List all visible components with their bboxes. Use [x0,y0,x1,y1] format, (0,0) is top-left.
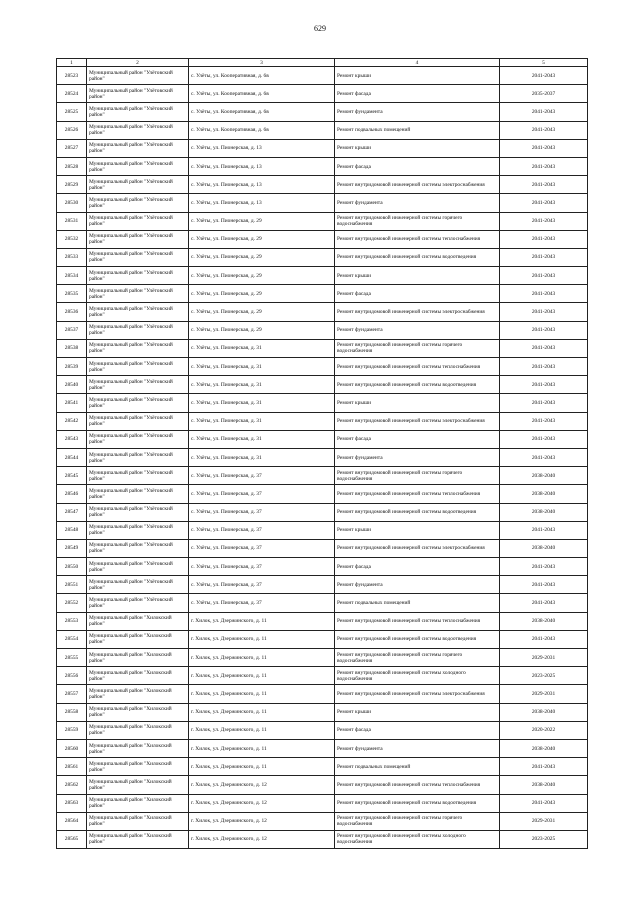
work-type-cell: Ремонт внутридомовой инженерной системы теплоснабжения [335,358,500,376]
address-cell: г. Хилок, ул. Дзержинского, д. 11 [189,739,335,757]
period-cell: 2041-2043 [500,448,588,466]
period-cell: 2041-2043 [500,394,588,412]
municipality-cell: Муниципальный район "Улётовский район" [87,430,189,448]
table-row [57,758,588,776]
period-cell: 2041-2043 [500,376,588,394]
period-cell: 2041-2043 [500,103,588,121]
work-type-cell: Ремонт внутридомовой инженерной системы холодного водоснабжения [335,667,500,685]
municipality-cell: Муниципальный район "Улётовский район" [87,594,189,612]
work-type-cell: Ремонт крыши [335,703,500,721]
period-cell: 2041-2043 [500,794,588,812]
municipality-cell: Муниципальный район "Хилокский район" [87,667,189,685]
work-type-cell: Ремонт внутридомовой инженерной системы электроснабжения [335,539,500,557]
table-row [57,830,588,848]
table-row [57,230,588,248]
municipality-cell: Муниципальный район "Улётовский район" [87,576,189,594]
work-type-cell: Ремонт внутридомовой инженерной системы горячего водоснабжения [335,649,500,667]
work-type-cell: Ремонт фундамента [335,321,500,339]
table-row [57,467,588,485]
table-row [57,430,588,448]
table-row [57,794,588,812]
period-cell: 2029-2031 [500,649,588,667]
period-cell: 2038-2040 [500,485,588,503]
table-row [57,212,588,230]
municipality-cell: Муниципальный район "Улётовский район" [87,558,189,576]
table-row [57,485,588,503]
address-cell: с. Улёты, ул. Пионерская, д. 29 [189,303,335,321]
row-number-cell: 28557 [57,685,87,703]
work-type-cell: Ремонт внутридомовой инженерной системы горячего водоснабжения [335,467,500,485]
row-number-cell: 28561 [57,758,87,776]
address-cell: с. Улёты, ул. Пионерская, д. 13 [189,157,335,175]
row-number-cell: 28552 [57,594,87,612]
work-type-cell: Ремонт внутридомовой инженерной системы электроснабжения [335,176,500,194]
row-number-cell: 28546 [57,485,87,503]
row-number-cell: 28555 [57,649,87,667]
row-number-cell: 28556 [57,667,87,685]
period-cell: 2038-2040 [500,503,588,521]
municipality-cell: Муниципальный район "Улётовский район" [87,412,189,430]
municipality-cell: Муниципальный район "Улётовский район" [87,448,189,466]
municipality-cell: Муниципальный район "Улётовский район" [87,394,189,412]
table-row [57,703,588,721]
table-row [57,667,588,685]
municipality-cell: Муниципальный район "Улётовский район" [87,467,189,485]
column-header: 1 [57,59,87,67]
period-cell: 2038-2040 [500,739,588,757]
period-cell: 2041-2043 [500,139,588,157]
table-row [57,503,588,521]
period-cell: 2041-2043 [500,412,588,430]
municipality-cell: Муниципальный район "Хилокский район" [87,776,189,794]
work-type-cell: Ремонт фундамента [335,103,500,121]
table-row [57,539,588,557]
page-number: 629 [314,24,326,33]
period-cell: 2041-2043 [500,594,588,612]
row-number-cell: 28563 [57,794,87,812]
row-number-cell: 28551 [57,576,87,594]
address-cell: с. Улёты, ул. Пионерская, д. 29 [189,285,335,303]
work-type-cell: Ремонт внутридомовой инженерной системы водоотведения [335,794,500,812]
table-row [57,630,588,648]
period-cell: 2041-2043 [500,758,588,776]
address-cell: г. Хилок, ул. Дзержинского, д. 12 [189,812,335,830]
work-type-cell: Ремонт фундамента [335,576,500,594]
municipality-cell: Муниципальный район "Хилокский район" [87,703,189,721]
municipality-cell: Муниципальный район "Улётовский район" [87,176,189,194]
address-cell: с. Улёты, ул. Кооперативная, д. 6в [189,85,335,103]
municipality-cell: Муниципальный район "Улётовский район" [87,157,189,175]
address-cell: с. Улёты, ул. Пионерская, д. 31 [189,448,335,466]
work-type-cell: Ремонт внутридомовой инженерной системы электроснабжения [335,303,500,321]
work-type-cell: Ремонт внутридомовой инженерной системы горячего водоснабжения [335,212,500,230]
column-header: 2 [87,59,189,67]
row-number-cell: 28541 [57,394,87,412]
municipality-cell: Муниципальный район "Улётовский район" [87,248,189,266]
column-header: 3 [189,59,335,67]
municipality-cell: Муниципальный район "Улётовский район" [87,503,189,521]
address-cell: г. Хилок, ул. Дзержинского, д. 11 [189,758,335,776]
row-number-cell: 28535 [57,285,87,303]
municipality-cell: Муниципальный район "Хилокский район" [87,758,189,776]
row-number-cell: 28560 [57,739,87,757]
address-cell: с. Улёты, ул. Кооперативная, д. 6в [189,67,335,85]
municipality-cell: Муниципальный район "Улётовский район" [87,358,189,376]
address-cell: с. Улёты, ул. Пионерская, д. 37 [189,467,335,485]
work-type-cell: Ремонт крыши [335,67,500,85]
municipality-cell: Муниципальный район "Улётовский район" [87,539,189,557]
municipality-cell: Муниципальный район "Хилокский район" [87,794,189,812]
work-type-cell: Ремонт фундамента [335,448,500,466]
address-cell: г. Хилок, ул. Дзержинского, д. 11 [189,721,335,739]
row-number-cell: 28533 [57,248,87,266]
row-number-cell: 28544 [57,448,87,466]
table-row [57,285,588,303]
period-cell: 2038-2040 [500,612,588,630]
work-type-cell: Ремонт внутридомовой инженерной системы электроснабжения [335,685,500,703]
row-number-cell: 28538 [57,339,87,357]
period-cell: 2023-2025 [500,830,588,848]
work-type-cell: Ремонт внутридомовой инженерной системы электроснабжения [335,412,500,430]
address-cell: г. Хилок, ул. Дзержинского, д. 11 [189,703,335,721]
row-number-cell: 28529 [57,176,87,194]
table-row [57,103,588,121]
address-cell: с. Улёты, ул. Пионерская, д. 37 [189,485,335,503]
work-type-cell: Ремонт внутридомовой инженерной системы водоотведения [335,376,500,394]
period-cell: 2041-2043 [500,321,588,339]
row-number-cell: 28540 [57,376,87,394]
period-cell: 2041-2043 [500,430,588,448]
work-type-cell: Ремонт фундамента [335,194,500,212]
row-number-cell: 28559 [57,721,87,739]
row-number-cell: 28534 [57,267,87,285]
table-body [57,67,588,849]
municipality-cell: Муниципальный район "Улётовский район" [87,230,189,248]
work-type-cell: Ремонт крыши [335,139,500,157]
address-cell: с. Улёты, ул. Пионерская, д. 13 [189,139,335,157]
address-cell: г. Хилок, ул. Дзержинского, д. 11 [189,612,335,630]
work-type-cell: Ремонт фасада [335,157,500,175]
period-cell: 2023-2025 [500,667,588,685]
address-cell: с. Улёты, ул. Пионерская, д. 37 [189,503,335,521]
municipality-cell: Муниципальный район "Улётовский район" [87,521,189,539]
row-number-cell: 28523 [57,67,87,85]
table-row [57,376,588,394]
table-row [57,649,588,667]
municipality-cell: Муниципальный район "Улётовский район" [87,212,189,230]
row-number-cell: 28537 [57,321,87,339]
row-number-cell: 28526 [57,121,87,139]
row-number-cell: 28528 [57,157,87,175]
table-row [57,612,588,630]
address-cell: с. Улёты, ул. Пионерская, д. 29 [189,212,335,230]
municipality-cell: Муниципальный район "Улётовский район" [87,267,189,285]
table-header-row [57,59,588,67]
address-cell: с. Улёты, ул. Кооперативная, д. 6в [189,103,335,121]
column-header: 4 [335,59,500,67]
period-cell: 2041-2043 [500,212,588,230]
address-cell: с. Улёты, ул. Пионерская, д. 37 [189,558,335,576]
municipality-cell: Муниципальный район "Хилокский район" [87,739,189,757]
row-number-cell: 28554 [57,630,87,648]
table-row [57,339,588,357]
table-row [57,67,588,85]
work-type-cell: Ремонт подвальных помещений [335,594,500,612]
row-number-cell: 28565 [57,830,87,848]
table-row [57,558,588,576]
row-number-cell: 28531 [57,212,87,230]
municipality-cell: Муниципальный район "Улётовский район" [87,339,189,357]
work-type-cell: Ремонт внутридомовой инженерной системы теплоснабжения [335,612,500,630]
table-row [57,267,588,285]
table-row [57,812,588,830]
address-cell: г. Хилок, ул. Дзержинского, д. 12 [189,830,335,848]
address-cell: с. Улёты, ул. Пионерская, д. 29 [189,267,335,285]
address-cell: с. Улёты, ул. Пионерская, д. 31 [189,376,335,394]
work-type-cell: Ремонт крыши [335,521,500,539]
table-row [57,176,588,194]
address-cell: с. Улёты, ул. Пионерская, д. 31 [189,412,335,430]
address-cell: с. Улёты, ул. Пионерская, д. 37 [189,539,335,557]
row-number-cell: 28539 [57,358,87,376]
period-cell: 2041-2043 [500,521,588,539]
period-cell: 2041-2043 [500,230,588,248]
municipality-cell: Муниципальный район "Хилокский район" [87,812,189,830]
row-number-cell: 28543 [57,430,87,448]
table-row [57,85,588,103]
work-type-cell: Ремонт фундамента [335,739,500,757]
table-row [57,739,588,757]
row-number-cell: 28527 [57,139,87,157]
work-type-cell: Ремонт подвальных помещений [335,121,500,139]
row-number-cell: 28536 [57,303,87,321]
table-row [57,248,588,266]
row-number-cell: 28562 [57,776,87,794]
row-number-cell: 28525 [57,103,87,121]
address-cell: г. Хилок, ул. Дзержинского, д. 11 [189,667,335,685]
row-number-cell: 28549 [57,539,87,557]
period-cell: 2035-2037 [500,85,588,103]
period-cell: 2041-2043 [500,558,588,576]
table-row [57,358,588,376]
work-type-cell: Ремонт внутридомовой инженерной системы холодного водоснабжения [335,830,500,848]
table-row [57,412,588,430]
period-cell: 2038-2040 [500,703,588,721]
work-type-cell: Ремонт внутридомовой инженерной системы водоотведения [335,630,500,648]
table-row [57,139,588,157]
address-cell: г. Хилок, ул. Дзержинского, д. 12 [189,776,335,794]
address-cell: г. Хилок, ул. Дзержинского, д. 11 [189,685,335,703]
municipality-cell: Муниципальный район "Улётовский район" [87,103,189,121]
municipality-cell: Муниципальный район "Улётовский район" [87,194,189,212]
municipality-cell: Муниципальный район "Хилокский район" [87,630,189,648]
table-row [57,157,588,175]
work-type-cell: Ремонт внутридомовой инженерной системы теплоснабжения [335,485,500,503]
municipality-cell: Муниципальный район "Улётовский район" [87,485,189,503]
municipality-cell: Муниципальный район "Хилокский район" [87,721,189,739]
work-type-cell: Ремонт внутридомовой инженерной системы теплоснабжения [335,776,500,794]
period-cell: 2041-2043 [500,285,588,303]
municipality-cell: Муниципальный район "Улётовский район" [87,85,189,103]
table-row [57,576,588,594]
work-type-cell: Ремонт фасада [335,558,500,576]
row-number-cell: 28530 [57,194,87,212]
period-cell: 2041-2043 [500,303,588,321]
period-cell: 2041-2043 [500,194,588,212]
work-type-cell: Ремонт внутридомовой инженерной системы горячего водоснабжения [335,812,500,830]
table-row [57,721,588,739]
period-cell: 2029-2031 [500,685,588,703]
row-number-cell: 28545 [57,467,87,485]
work-type-cell: Ремонт внутридомовой инженерной системы теплоснабжения [335,230,500,248]
column-header: 5 [500,59,588,67]
row-number-cell: 28547 [57,503,87,521]
table-row [57,194,588,212]
period-cell: 2041-2043 [500,176,588,194]
municipality-cell: Муниципальный район "Улётовский район" [87,139,189,157]
municipality-cell: Муниципальный район "Улётовский район" [87,285,189,303]
period-cell: 2041-2043 [500,121,588,139]
table-row [57,448,588,466]
table-row [57,521,588,539]
table-row [57,121,588,139]
work-type-cell: Ремонт внутридомовой инженерной системы водоотведения [335,248,500,266]
period-cell: 2041-2043 [500,157,588,175]
work-type-cell: Ремонт фасада [335,430,500,448]
address-cell: с. Улёты, ул. Пионерская, д. 13 [189,176,335,194]
period-cell: 2041-2043 [500,576,588,594]
address-cell: с. Улёты, ул. Пионерская, д. 37 [189,576,335,594]
address-cell: г. Хилок, ул. Дзержинского, д. 11 [189,630,335,648]
period-cell: 2038-2040 [500,467,588,485]
work-type-cell: Ремонт крыши [335,394,500,412]
address-cell: г. Хилок, ул. Дзержинского, д. 11 [189,649,335,667]
address-cell: с. Улёты, ул. Пионерская, д. 29 [189,248,335,266]
period-cell: 2038-2040 [500,776,588,794]
municipality-cell: Муниципальный район "Хилокский район" [87,649,189,667]
row-number-cell: 28558 [57,703,87,721]
table-row [57,594,588,612]
row-number-cell: 28553 [57,612,87,630]
period-cell: 2041-2043 [500,339,588,357]
municipality-cell: Муниципальный район "Улётовский район" [87,67,189,85]
period-cell: 2041-2043 [500,248,588,266]
municipality-cell: Муниципальный район "Улётовский район" [87,121,189,139]
municipality-cell: Муниципальный район "Хилокский район" [87,612,189,630]
period-cell: 2041-2043 [500,358,588,376]
address-cell: с. Улёты, ул. Пионерская, д. 31 [189,339,335,357]
row-number-cell: 28524 [57,85,87,103]
address-cell: с. Улёты, ул. Пионерская, д. 31 [189,358,335,376]
address-cell: с. Улёты, ул. Пионерская, д. 37 [189,594,335,612]
period-cell: 2041-2043 [500,630,588,648]
period-cell: 2029-2031 [500,812,588,830]
address-cell: с. Улёты, ул. Пионерская, д. 29 [189,230,335,248]
table-row [57,776,588,794]
work-type-cell: Ремонт крыши [335,267,500,285]
address-cell: с. Улёты, ул. Пионерская, д. 37 [189,521,335,539]
work-type-cell: Ремонт внутридомовой инженерной системы водоотведения [335,503,500,521]
municipality-cell: Муниципальный район "Улётовский район" [87,303,189,321]
table-row [57,303,588,321]
row-number-cell: 28542 [57,412,87,430]
work-type-cell: Ремонт внутридомовой инженерной системы горячего водоснабжения [335,339,500,357]
table-row [57,321,588,339]
repair-schedule-table [56,58,588,849]
municipality-cell: Муниципальный район "Хилокский район" [87,685,189,703]
address-cell: с. Улёты, ул. Пионерская, д. 31 [189,430,335,448]
municipality-cell: Муниципальный район "Хилокский район" [87,830,189,848]
address-cell: с. Улёты, ул. Кооперативная, д. 6в [189,121,335,139]
work-type-cell: Ремонт фасада [335,85,500,103]
row-number-cell: 28532 [57,230,87,248]
period-cell: 2020-2022 [500,721,588,739]
work-type-cell: Ремонт фасада [335,721,500,739]
work-type-cell: Ремонт фасада [335,285,500,303]
address-cell: с. Улёты, ул. Пионерская, д. 31 [189,394,335,412]
municipality-cell: Муниципальный район "Улётовский район" [87,321,189,339]
work-type-cell: Ремонт подвальных помещений [335,758,500,776]
row-number-cell: 28550 [57,558,87,576]
table-row [57,394,588,412]
address-cell: г. Хилок, ул. Дзержинского, д. 12 [189,794,335,812]
period-cell: 2041-2043 [500,67,588,85]
row-number-cell: 28548 [57,521,87,539]
period-cell: 2038-2040 [500,539,588,557]
address-cell: с. Улёты, ул. Пионерская, д. 29 [189,321,335,339]
row-number-cell: 28564 [57,812,87,830]
period-cell: 2041-2043 [500,267,588,285]
table-row [57,685,588,703]
address-cell: с. Улёты, ул. Пионерская, д. 13 [189,194,335,212]
municipality-cell: Муниципальный район "Улётовский район" [87,376,189,394]
